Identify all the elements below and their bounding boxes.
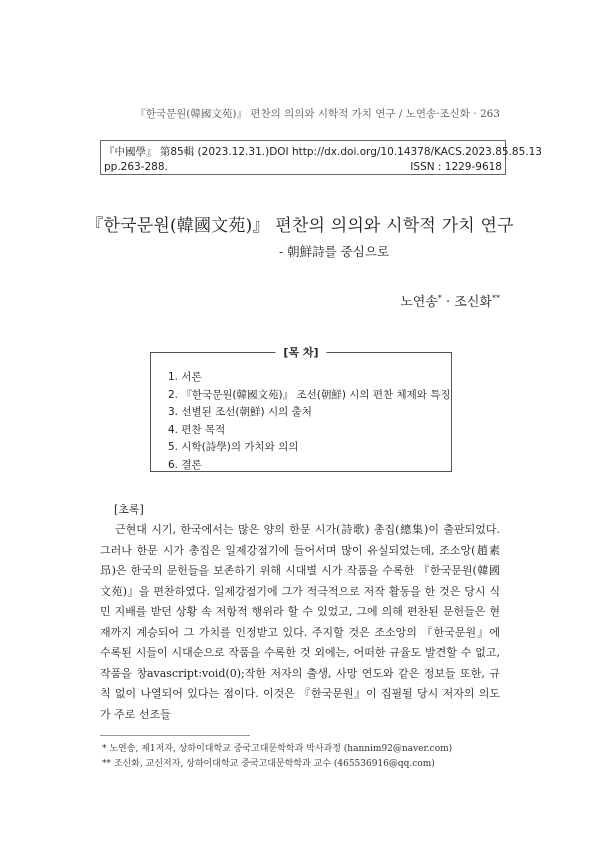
paper-subtitle: - 朝鮮詩를 중심으로	[278, 244, 390, 259]
author-separator: ·	[441, 295, 455, 310]
toc-item[interactable]: 5. 시학(詩學)의 가치와 의의	[168, 441, 299, 454]
toc-item[interactable]: 3. 선별된 조선(朝鮮) 시의 출처	[168, 406, 312, 419]
author-2-mark: **	[492, 293, 500, 303]
toc-list	[168, 369, 451, 475]
author-1-mark: *	[437, 293, 442, 303]
abstract-text: 근현대 시기, 한국에서는 많은 양의 한문 시가(詩歌) 총집(總集)이 출판되었다. 그러나 한문 시가 총집은 일제강점기에 들어서며 많이 유실되었는데, 조소앙(趙素昻)은 한국의 문헌들을 보존하기 위해 시대별 시가 작품을 수록한 『한국문원(韓國文苑)』을 편찬하였다. 일제강점기에 그가 적극적으로 저작 활동을 한 것은 당시 식민 지배를 받던 상황 속 저항적 행위라 할 수 있었고, 그에 의해 편찬된 문헌들은 현재까지 계승되어 그 가치를 인정받고 있다. 주지할 것은 조소앙의 『한국문원』에 수록된 시들이 시대순으로 작품을 수록한 것 외에는, 어떠한 규율도 발견할 수 없고, 작품을 창avascript:void(0);작한 저자의 출생, 사망 연도와 같은 정보들 또한, 규칙 없이 나열되어 있다는 점이다. 이것은 『한국문원』이 집필될 당시 저자의 의도가 주로 선조들	[100, 523, 500, 721]
footnotes	[100, 742, 500, 772]
journal-issue: 『中國學』 第85輯 (2023.12.31.)	[104, 146, 270, 158]
author-1: 노연송	[400, 295, 438, 310]
doi-link[interactable]: DOI http://dx.doi.org/10.14378/KACS.2023.85.85.13	[269, 146, 542, 158]
footnote-author-2: ** 조신화, 교신저자, 상하이대학교 중국고대문학학과 교수 (465536916@qq.com)	[102, 759, 435, 769]
footnote-author-1: * 노연송, 제1저자, 상하이대학교 중국고대문학학과 박사과정 (hannim92@naver.com)	[102, 744, 453, 754]
paper-title: 『한국문원(韓國文苑)』 편찬의 의의와 시학적 가치 연구	[86, 216, 514, 236]
toc-item[interactable]: 6. 결론	[168, 458, 202, 471]
footnote-divider	[100, 735, 250, 736]
toc-item[interactable]: 4. 편찬 목적	[168, 423, 226, 436]
page-range: pp.263-288.	[104, 161, 168, 173]
toc-heading: [목 차]	[275, 344, 326, 360]
toc-item[interactable]: 2. 『한국문원(韓國文苑)』 조선(朝鮮) 시의 편찬 체제와 특징	[168, 388, 451, 401]
table-of-contents	[150, 346, 452, 472]
abstract-label: [초록]	[114, 503, 144, 516]
author-2: 조신화	[454, 295, 492, 310]
authors	[400, 291, 500, 310]
toc-item[interactable]: 1. 서론	[168, 371, 202, 383]
abstract	[100, 520, 500, 725]
journal-info-box	[100, 140, 542, 175]
issn: ISSN : 1229-9618	[410, 161, 502, 173]
running-head: 『한국문원(韓國文苑)』 편찬의 의의와 시학적 가치 연구 / 노연송·조신화 · 263	[135, 108, 500, 120]
